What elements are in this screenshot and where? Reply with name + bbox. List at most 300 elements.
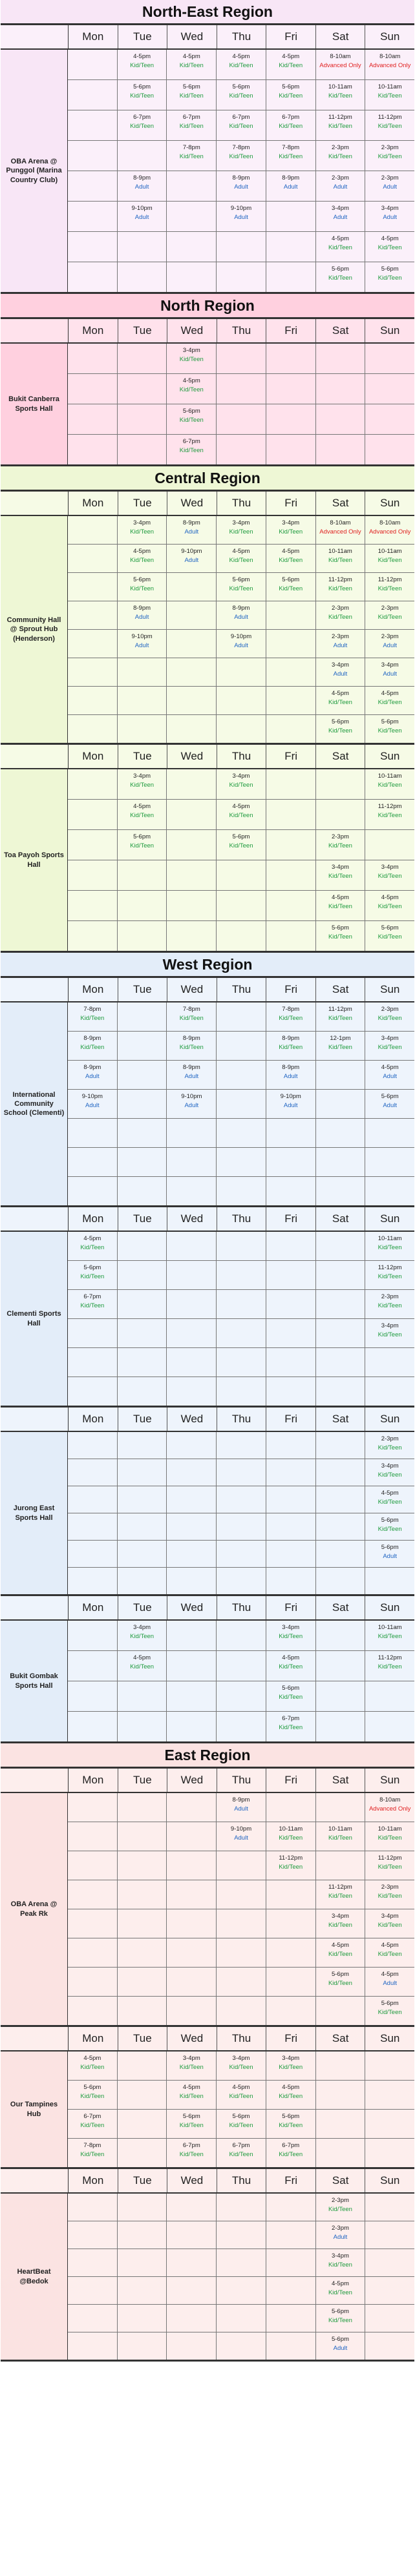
empty-slot: [68, 262, 118, 292]
class-slot: [316, 2221, 366, 2249]
empty-slot: [217, 1997, 266, 2025]
slot-time: 3-4pm: [381, 864, 399, 871]
class-slot: [316, 830, 366, 860]
empty-slot: [316, 2139, 366, 2167]
empty-slot: [365, 1177, 414, 1205]
day-header-row: [1, 1769, 414, 1793]
region-section: [1, 466, 414, 953]
empty-slot: [365, 2332, 414, 2360]
empty-slot: [68, 1541, 118, 1567]
slot-time: 8-9pm: [83, 1064, 101, 1071]
empty-slot: [266, 2249, 316, 2276]
empty-slot: [217, 1541, 266, 1567]
class-slot: [316, 1909, 366, 1938]
slot-level: Kid/Teen: [378, 1526, 402, 1533]
class-slot: [266, 2051, 316, 2080]
slot-time: 9-10pm: [280, 1093, 301, 1100]
slot-time: 8-9pm: [182, 519, 200, 526]
empty-slot: [118, 2110, 167, 2138]
slot-time: 3-4pm: [381, 1913, 399, 1920]
empty-slot: [217, 1032, 266, 1060]
slot-level: Kid/Teen: [179, 2093, 204, 2100]
empty-slot: [217, 891, 266, 920]
class-slot: [365, 1968, 414, 1996]
slot-time: 8-10am: [379, 519, 401, 526]
day-header-row: [1, 2169, 414, 2194]
timetable-row: [68, 1032, 414, 1061]
day-header: Tue: [118, 978, 168, 1001]
empty-slot: [316, 1348, 366, 1376]
empty-slot: [266, 232, 316, 262]
day-header: Wed: [167, 1207, 217, 1231]
slot-level: Kid/Teen: [179, 1044, 204, 1051]
timetable-row: [68, 921, 414, 951]
day-header: Sat: [316, 492, 366, 515]
slot-level: Adult: [184, 1073, 199, 1080]
empty-slot: [167, 2221, 217, 2249]
class-slot: [316, 2249, 366, 2276]
slot-time: 8-9pm: [232, 174, 250, 182]
slot-time: 3-4pm: [282, 519, 300, 526]
slot-time: 3-4pm: [331, 205, 349, 212]
class-slot: [365, 800, 414, 829]
venue-name: Jurong East Sports Hall: [1, 1432, 68, 1594]
empty-slot: [118, 921, 167, 951]
slot-level: Kid/Teen: [179, 92, 204, 99]
empty-slot: [217, 921, 266, 951]
slot-time: 9-10pm: [131, 205, 153, 212]
day-header: Wed: [167, 1407, 217, 1431]
timetable-row: [68, 1319, 414, 1348]
class-slot: [118, 50, 167, 79]
class-slot: [365, 658, 414, 686]
empty-slot: [316, 1568, 366, 1594]
slot-time: 4-5pm: [232, 803, 250, 810]
empty-slot: [365, 830, 414, 860]
empty-slot: [217, 262, 266, 292]
slot-time: 4-5pm: [282, 548, 300, 555]
empty-slot: [118, 1459, 167, 1486]
class-slot: [118, 80, 167, 110]
empty-slot: [167, 2332, 217, 2360]
slot-time: 3-4pm: [381, 1462, 399, 1470]
class-slot: [217, 2081, 266, 2109]
empty-slot: [167, 171, 217, 201]
day-header: Mon: [69, 2169, 118, 2192]
slot-time: 8-9pm: [232, 605, 250, 612]
day-header: Sun: [380, 1212, 400, 1225]
empty-slot: [266, 1177, 316, 1205]
empty-slot: [167, 573, 217, 601]
timetable-row: [68, 1432, 414, 1459]
slot-level: Kid/Teen: [229, 153, 253, 160]
slot-time: 5-6pm: [282, 1685, 300, 1692]
timetable-row: [68, 1177, 414, 1205]
slot-time: 2-3pm: [381, 144, 399, 151]
empty-slot: [118, 404, 167, 434]
class-slot: [316, 1938, 366, 1967]
class-slot: [118, 1651, 167, 1681]
empty-slot: [266, 1319, 316, 1347]
slot-level: Advanced Only: [319, 62, 361, 69]
class-slot: [217, 141, 266, 171]
class-slot: [167, 404, 217, 434]
day-header: Sat: [316, 1207, 366, 1231]
slot-level: Adult: [234, 614, 248, 621]
slot-time: 5-6pm: [381, 2000, 399, 2007]
slot-time: 4-5pm: [133, 53, 151, 60]
slot-time: 9-10pm: [181, 1093, 202, 1100]
venue-block: [1, 492, 414, 745]
empty-slot: [316, 1486, 366, 1513]
day-header-row: [1, 1207, 414, 1232]
slot-time: 3-4pm: [381, 205, 399, 212]
day-header-row: [1, 2027, 414, 2051]
empty-slot: [316, 2110, 366, 2138]
slot-time: 8-9pm: [83, 1035, 101, 1042]
class-slot: [365, 1513, 414, 1540]
day-header: Thu: [217, 492, 267, 515]
slot-level: Kid/Teen: [279, 1724, 303, 1731]
timetable-row: [68, 2081, 414, 2110]
venue-name: Our Tampines Hub: [1, 2051, 68, 2167]
class-slot: [266, 1822, 316, 1851]
class-slot: [266, 80, 316, 110]
empty-slot: [217, 1651, 266, 1681]
day-header: Sun: [380, 324, 400, 337]
day-header: Fri: [266, 319, 316, 342]
empty-slot: [217, 1061, 266, 1089]
timetable-row: [68, 630, 414, 658]
slot-time: 8-10am: [379, 1796, 401, 1803]
empty-slot: [167, 1621, 217, 1650]
class-slot: [316, 601, 366, 629]
header-corner: [1, 2027, 69, 2050]
slot-time: 8-9pm: [282, 1064, 300, 1071]
slot-time: 5-6pm: [232, 2113, 250, 2120]
day-header: Wed: [167, 25, 217, 48]
class-slot: [316, 545, 366, 572]
empty-slot: [365, 344, 414, 373]
empty-slot: [118, 1997, 167, 2025]
slot-time: 3-4pm: [381, 1322, 399, 1329]
empty-slot: [217, 1090, 266, 1118]
class-slot: [266, 141, 316, 171]
slot-time: 4-5pm: [381, 1490, 399, 1497]
slot-time: 4-5pm: [232, 548, 250, 555]
empty-slot: [217, 1459, 266, 1486]
empty-slot: [68, 516, 118, 544]
day-header-row: [1, 25, 414, 50]
slot-level: Kid/Teen: [378, 244, 402, 251]
slot-time: 11-12pm: [378, 576, 402, 583]
empty-slot: [217, 1119, 266, 1147]
slot-level: Kid/Teen: [130, 1663, 154, 1670]
empty-slot: [68, 891, 118, 920]
class-slot: [68, 1090, 118, 1118]
class-slot: [365, 1793, 414, 1822]
empty-slot: [68, 1822, 118, 1851]
slot-level: Kid/Teen: [328, 933, 352, 940]
class-slot: [365, 1061, 414, 1089]
class-slot: [316, 1002, 366, 1031]
slot-time: 9-10pm: [230, 1825, 252, 1833]
empty-slot: [167, 1541, 217, 1567]
empty-slot: [167, 1319, 217, 1347]
slot-time: 5-6pm: [83, 2084, 101, 2091]
class-slot: [68, 2081, 118, 2109]
empty-slot: [118, 2051, 167, 2080]
class-slot: [167, 110, 217, 140]
class-slot: [365, 1319, 414, 1347]
empty-slot: [68, 1968, 118, 1996]
empty-slot: [118, 2332, 167, 2360]
slot-time: 9-10pm: [181, 548, 202, 555]
slot-time: 11-12pm: [378, 1854, 402, 1862]
slot-time: 8-10am: [379, 53, 401, 60]
empty-slot: [68, 1513, 118, 1540]
slot-level: Kid/Teen: [328, 614, 352, 621]
slot-level: Kid/Teen: [279, 123, 303, 130]
class-slot: [217, 830, 266, 860]
slot-level: Kid/Teen: [279, 1694, 303, 1701]
day-header: Sun: [380, 750, 400, 762]
slot-time: 6-7pm: [282, 1715, 300, 1722]
empty-slot: [118, 1938, 167, 1967]
class-slot: [217, 573, 266, 601]
day-header: Thu: [217, 978, 267, 1001]
venue-name: Community Hall @ Sprout Hub (Henderson): [1, 516, 68, 743]
empty-slot: [167, 202, 217, 231]
slot-time: 7-8pm: [232, 144, 250, 151]
empty-slot: [68, 1651, 118, 1681]
day-header: Thu: [217, 2169, 267, 2192]
slot-level: Kid/Teen: [328, 1015, 352, 1022]
slot-time: 5-6pm: [381, 1517, 399, 1524]
empty-slot: [217, 2305, 266, 2332]
empty-slot: [68, 1938, 118, 1967]
class-slot: [316, 921, 366, 951]
venue-body: [1, 1002, 414, 1205]
empty-slot: [118, 860, 167, 890]
slot-level: Kid/Teen: [378, 1273, 402, 1280]
empty-slot: [167, 1261, 217, 1289]
empty-slot: [316, 1377, 366, 1406]
timetable-row: [68, 1090, 414, 1119]
slot-time: 10-11am: [378, 83, 402, 90]
class-slot: [266, 1712, 316, 1741]
empty-slot: [118, 1319, 167, 1347]
slot-level: Adult: [134, 642, 149, 649]
day-header-row: [1, 1407, 414, 1432]
slot-level: Adult: [383, 183, 397, 191]
day-header: Mon: [69, 2027, 118, 2050]
class-slot: [217, 545, 266, 572]
empty-slot: [68, 601, 118, 629]
class-slot: [365, 1822, 414, 1851]
slot-time: 3-4pm: [331, 864, 349, 871]
slot-time: 3-4pm: [133, 773, 151, 780]
empty-slot: [118, 1348, 167, 1376]
slot-time: 8-10am: [330, 519, 351, 526]
region-title: North-East Region: [1, 0, 414, 25]
day-header: Thu: [217, 1407, 267, 1431]
class-slot: [365, 1486, 414, 1513]
slot-level: Kid/Teen: [378, 1302, 402, 1309]
slot-level: Adult: [283, 1073, 298, 1080]
slot-level: Kid/Teen: [328, 2289, 352, 2296]
day-header: Wed: [167, 1596, 217, 1619]
day-header: Thu: [217, 745, 267, 768]
class-slot: [217, 202, 266, 231]
slot-time: 3-4pm: [381, 1035, 399, 1042]
timetable-row: [68, 80, 414, 110]
slot-level: Adult: [283, 183, 298, 191]
empty-slot: [167, 1148, 217, 1176]
slot-time: 4-5pm: [282, 1654, 300, 1661]
timetable-row: [68, 800, 414, 830]
empty-slot: [118, 262, 167, 292]
slot-time: 2-3pm: [381, 633, 399, 640]
slot-time: 4-5pm: [381, 1942, 399, 1949]
day-header: Tue: [118, 1596, 168, 1619]
empty-slot: [217, 435, 266, 464]
empty-slot: [68, 404, 118, 434]
slot-time: 6-7pm: [83, 1293, 101, 1300]
slot-time: 4-5pm: [133, 803, 151, 810]
timetable-grid: [68, 1793, 414, 2025]
empty-slot: [266, 1148, 316, 1176]
empty-slot: [217, 1290, 266, 1318]
day-header: Thu: [217, 25, 267, 48]
venue-block: [1, 25, 414, 294]
slot-time: 11-12pm: [328, 1006, 352, 1013]
empty-slot: [316, 1061, 366, 1089]
slot-time: 4-5pm: [282, 53, 300, 60]
slot-level: Kid/Teen: [80, 2122, 105, 2129]
venue-name: Bukit Gombak Sports Hall: [1, 1621, 68, 1741]
empty-slot: [365, 1119, 414, 1147]
empty-slot: [217, 1938, 266, 1967]
slot-time: 10-11am: [328, 548, 352, 555]
empty-slot: [316, 769, 366, 799]
empty-slot: [118, 1261, 167, 1289]
empty-slot: [266, 202, 316, 231]
slot-level: Kid/Teen: [229, 2064, 253, 2071]
class-slot: [167, 1032, 217, 1060]
slot-level: Kid/Teen: [378, 153, 402, 160]
empty-slot: [118, 1541, 167, 1567]
empty-slot: [365, 2194, 414, 2221]
timetable-row: [68, 374, 414, 404]
class-slot: [316, 2305, 366, 2332]
slot-time: 9-10pm: [81, 1093, 103, 1100]
class-slot: [316, 715, 366, 743]
class-slot: [68, 2110, 118, 2138]
region-title: East Region: [1, 1743, 414, 1769]
day-header: Sat: [316, 25, 366, 48]
class-slot: [68, 1261, 118, 1289]
empty-slot: [118, 1822, 167, 1851]
empty-slot: [266, 1348, 316, 1376]
slot-time: 3-4pm: [232, 2055, 250, 2062]
timetable-row: [68, 435, 414, 464]
empty-slot: [118, 1090, 167, 1118]
day-header-row: [1, 978, 414, 1002]
slot-level: Kid/Teen: [378, 123, 402, 130]
empty-slot: [316, 2081, 366, 2109]
slot-level: Kid/Teen: [229, 2093, 253, 2100]
slot-time: 5-6pm: [83, 1264, 101, 1271]
venue-body: [1, 50, 414, 292]
venue-name: Bukit Canberra Sports Hall: [1, 344, 68, 464]
class-slot: [365, 601, 414, 629]
slot-level: Adult: [383, 642, 397, 649]
slot-level: Adult: [333, 2234, 348, 2241]
slot-time: 6-7pm: [232, 114, 250, 121]
empty-slot: [167, 1432, 217, 1459]
class-slot: [365, 545, 414, 572]
slot-level: Kid/Teen: [130, 528, 154, 535]
header-corner: [1, 2169, 69, 2192]
day-header-row: [1, 1596, 414, 1621]
slot-level: Kid/Teen: [179, 1015, 204, 1022]
class-slot: [365, 110, 414, 140]
slot-level: Kid/Teen: [378, 585, 402, 592]
slot-time: 5-6pm: [381, 1544, 399, 1551]
class-slot: [118, 1621, 167, 1650]
slot-time: 6-7pm: [182, 114, 200, 121]
day-header: Fri: [266, 1407, 316, 1431]
slot-time: 8-10am: [330, 53, 351, 60]
class-slot: [167, 435, 217, 464]
day-header: Sat: [316, 2169, 366, 2192]
empty-slot: [68, 715, 118, 743]
empty-slot: [118, 1032, 167, 1060]
empty-slot: [266, 601, 316, 629]
empty-slot: [167, 921, 217, 951]
timetable-row: [68, 1651, 414, 1681]
class-slot: [316, 110, 366, 140]
empty-slot: [167, 1568, 217, 1594]
class-slot: [217, 80, 266, 110]
venue-block: [1, 745, 414, 953]
empty-slot: [118, 2305, 167, 2332]
day-header: Thu: [217, 319, 267, 342]
class-slot: [167, 2051, 217, 2080]
empty-slot: [68, 2305, 118, 2332]
slot-time: 3-4pm: [381, 661, 399, 669]
class-slot: [217, 800, 266, 829]
region-section: [1, 0, 414, 294]
class-slot: [365, 516, 414, 544]
slot-level: Kid/Teen: [279, 2151, 303, 2158]
class-slot: [118, 630, 167, 658]
empty-slot: [118, 2277, 167, 2304]
venue-body: [1, 2194, 414, 2360]
slot-time: 4-5pm: [232, 2084, 250, 2091]
day-header: Sun: [380, 1774, 400, 1786]
slot-level: Kid/Teen: [378, 812, 402, 819]
day-header: Sat: [316, 745, 366, 768]
slot-level: Kid/Teen: [279, 92, 303, 99]
empty-slot: [217, 1002, 266, 1031]
slot-level: Kid/Teen: [378, 1499, 402, 1506]
day-header: Tue: [118, 2027, 168, 2050]
region-section: [1, 953, 414, 1743]
empty-slot: [118, 891, 167, 920]
venue-block: [1, 1407, 414, 1596]
